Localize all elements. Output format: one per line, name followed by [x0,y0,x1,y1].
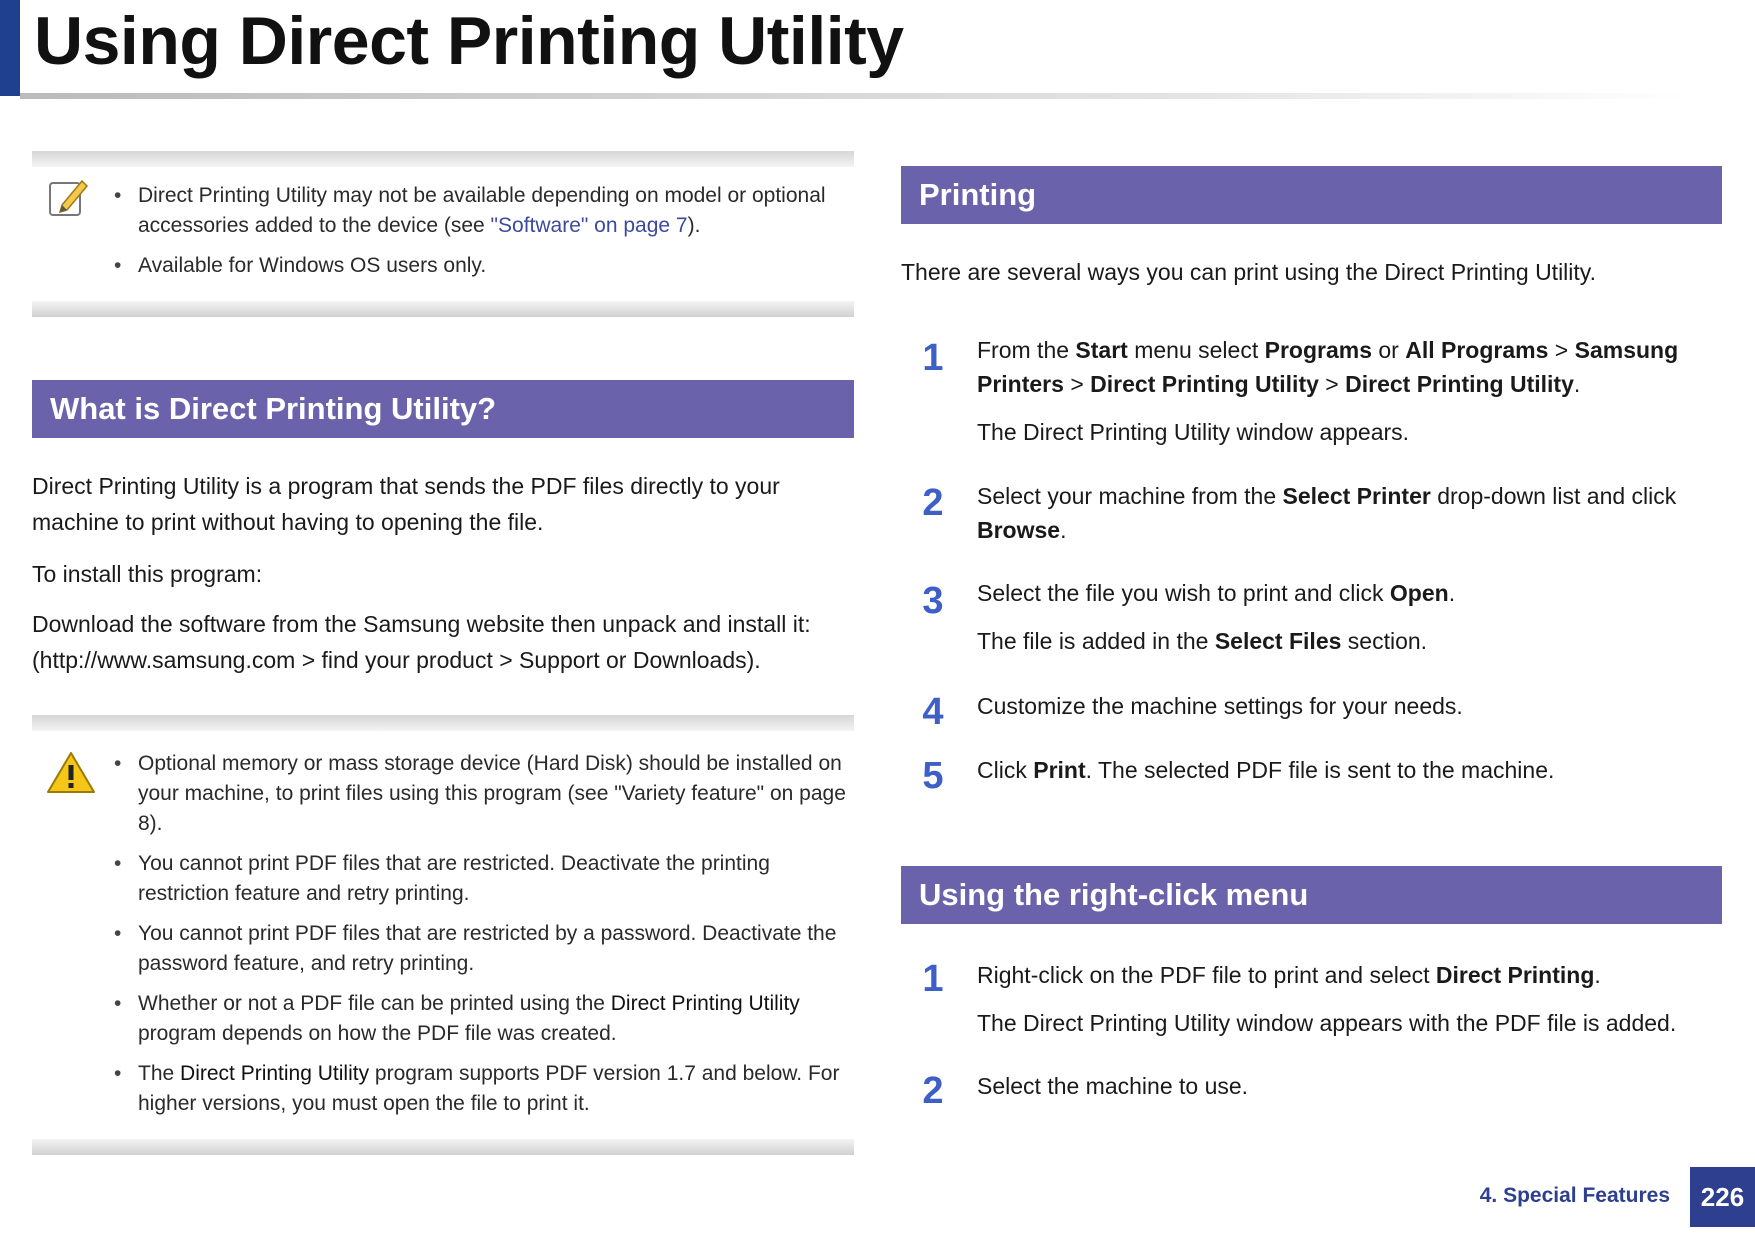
step-result: The Direct Printing Utility window appears. [977,419,1410,445]
note-item: • Direct Printing Utility may not be available depending on model or optional accessories added to the device (see "Software" on page 7). [138,181,854,241]
paragraph-install-intro: To install this program: [32,561,263,587]
caution-item: • Optional memory or mass storage device (Hard Disk) should be installed on your machine, to print files using this program (see "Variety feature" on page 8). [138,749,854,839]
pencil-note-icon [46,175,90,219]
note-box [32,151,854,317]
note-item: • Available for Windows OS users only. [138,251,854,281]
cross-reference-link[interactable]: "Software" on page 7 [490,214,688,237]
paragraph-description: Direct Printing Utility is a program that sends the PDF files directly to your machine to print without having to opening the file. [32,473,780,535]
step-result: The Direct Printing Utility window appears with the PDF file is added. [977,1010,1677,1036]
caution-item: • The Direct Printing Utility program supports PDF version 1.7 and below. For higher versions, you must open the file to print it. [138,1059,854,1119]
step-number: 2 [922,1070,944,1112]
step-number: 4 [922,691,944,733]
title-accent-bar [0,0,20,96]
step-instruction: Select the machine to use. [977,1073,1249,1099]
step-instruction: Select your machine from the Select Printer drop-down list and click Browse. [977,483,1677,543]
step-instruction: From the Start menu select Programs or All Programs > Samsung Printers > Direct Printing Utility > Direct Printing Utility. [977,337,1679,397]
section-heading-printing: Printing [901,166,1722,224]
page-number: 226 [1690,1167,1755,1227]
step-number: 3 [922,580,944,622]
warning-icon [46,751,96,795]
step-instruction: Right-click on the PDF file to print and select Direct Printing. [977,962,1601,988]
step-number: 2 [922,482,944,524]
caution-item: • You cannot print PDF files that are restricted by a password. Deactivate the password feature, and retry printing. [138,919,854,979]
paragraph-download: Download the software from the Samsung website then unpack and install it: (http://www.samsung.com > find your product > Support or Downloads). [32,611,811,673]
caution-item: • You cannot print PDF files that are restricted. Deactivate the printing restriction feature and retry printing. [138,849,854,909]
caution-box [32,715,854,1155]
step-number: 1 [922,958,944,1000]
title-divider [20,93,1690,99]
step-instruction: Select the file you wish to print and click Open. [977,580,1456,606]
page-title: Using Direct Printing Utility [34,3,904,79]
step-number: 1 [922,337,944,379]
paragraph-printing-intro: There are several ways you can print using the Direct Printing Utility. [901,259,1596,285]
step-instruction: Customize the machine settings for your needs. [977,693,1463,719]
step-result: The file is added in the Select Files section. [977,628,1428,654]
step-number: 5 [922,755,944,797]
step-instruction: Click Print. The selected PDF file is sent to the machine. [977,757,1555,783]
section-heading-what-is: What is Direct Printing Utility? [32,380,854,438]
chapter-label: 4. Special Features [1479,1184,1670,1207]
section-heading-right-click: Using the right-click menu [901,866,1722,924]
caution-item: • Whether or not a PDF file can be printed using the Direct Printing Utility program depends on how the PDF file was created. [138,989,854,1049]
